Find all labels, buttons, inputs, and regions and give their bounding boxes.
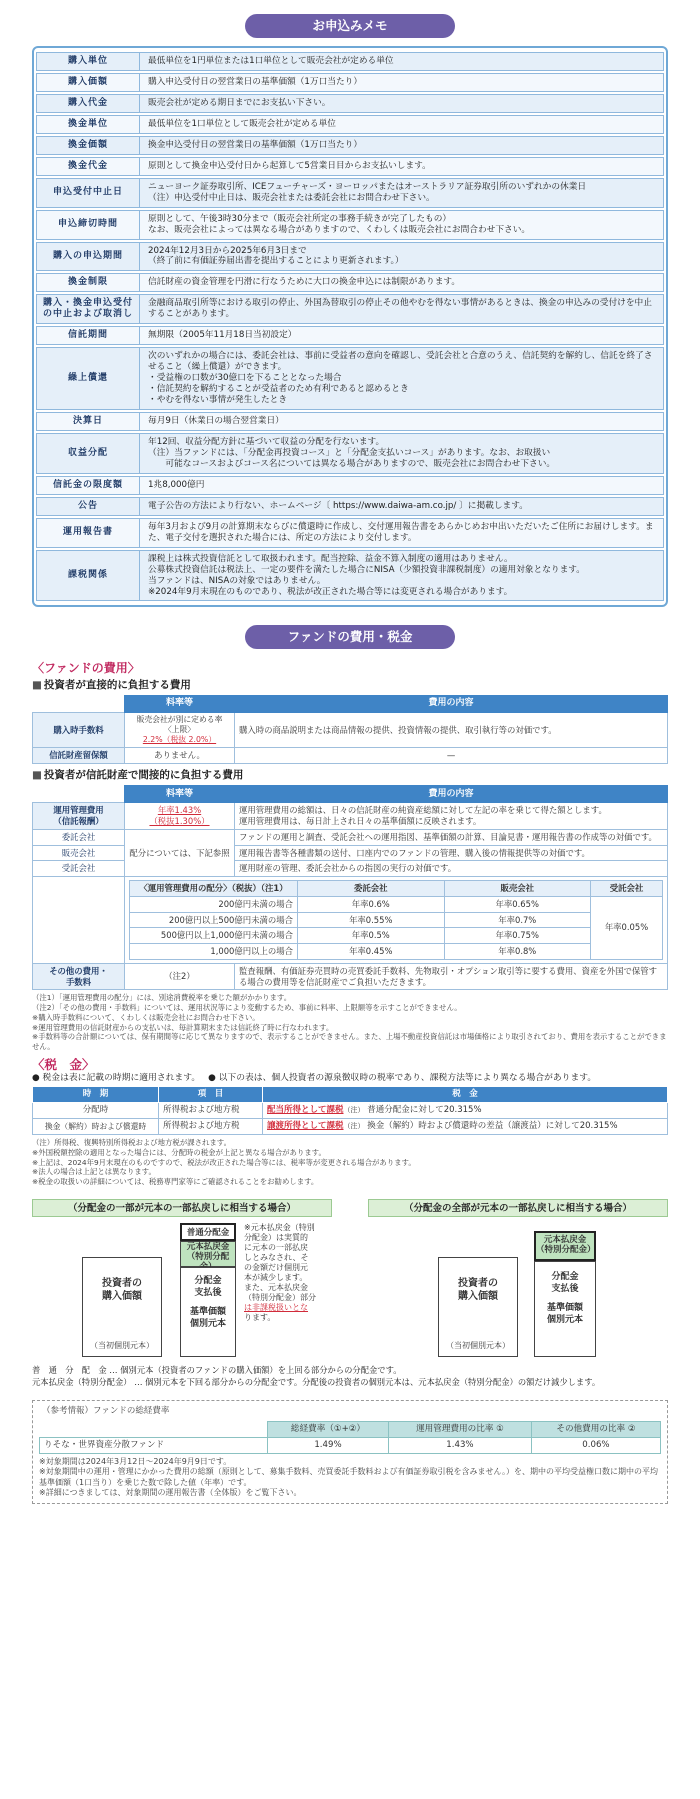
expense-ratio-table — [39, 1421, 661, 1454]
tax-when: 換金（解約）時および償還時 — [33, 1119, 159, 1135]
indirect-cost-heading: ■ 投資者が信託財産で間接的に負担する費用 — [32, 769, 668, 782]
sub-rate: 配分については、下記参照 — [125, 829, 235, 876]
memo-row — [36, 157, 664, 176]
base-price-label-2: 基準価額 — [546, 1303, 583, 1314]
after-label-2: 分配金 支払後 — [551, 1272, 579, 1294]
purchase-fee-rate: 販売会社が別に定める率 — [136, 715, 223, 725]
tax-col-tax: 税 金 — [263, 1087, 668, 1103]
memo-table — [32, 46, 668, 607]
memo-key: 購入価額 — [36, 73, 140, 92]
tax-rate: 換金（解約）時および償還時の差益（譲渡益）に対して20.315% — [367, 1121, 618, 1132]
memo-value: 購入申込受付日の翌営業日の基準価額（1万口当たり） — [140, 73, 664, 92]
diagram-partial — [32, 1199, 332, 1362]
memo-value: 最低単位を1円単位または1口単位として販売会社が定める単位 — [140, 52, 664, 71]
tax-col-item: 項 目 — [159, 1087, 263, 1103]
fee-note: （注2）「その他の費用・手数料」については、運用状況等により変動するため、事前に料率、上限額等を示すことができません。 — [32, 1003, 462, 1013]
alloc-itaku: 年率0.45% — [298, 944, 445, 960]
memo-value: 毎年3月および9月の計算期末ならびに償還時に作成し、交付運用報告書をあらかじめお申出いただいたご住所にお届けします。また、電子交付を選択された場合には、所定の方法により交付します。 — [140, 518, 664, 548]
after-distribution-box-2 — [534, 1261, 596, 1357]
ratio-mgmt: 1.43% — [389, 1437, 532, 1453]
mgmt-fee-content: 運用管理費用の総額は、日々の信託財産の純資産総額に対して左記の率を乗じて得た額とします。 運用管理費用は、毎日計上され日々の基準価額に反映されます。 — [235, 803, 668, 830]
tax-tag: 配当所得として課税 — [267, 1105, 344, 1116]
indirect-cost-table — [32, 785, 668, 990]
refund-note-line: 本が減少します。 — [244, 1273, 308, 1283]
ratio-col-blank — [40, 1421, 268, 1437]
tax-note-mark: （注） — [343, 1106, 365, 1115]
tax-rate: 普通分配金に対して20.315% — [367, 1105, 482, 1116]
memo-key: 換金価額 — [36, 136, 140, 155]
refund-note-line: は非課税扱いとな — [244, 1303, 308, 1313]
memo-value: 金融商品取引所等における取引の停止、外国為替取引の停止その他やむを得ない事情があるときは、換金の申込みの受付けを中止することがあります。 — [140, 294, 664, 324]
diagram-full-title: （分配金の全部が元本の一部払戻しに相当する場合） — [368, 1199, 668, 1217]
memo-row — [36, 326, 664, 345]
memo-key: 申込受付中止日 — [36, 178, 140, 208]
alloc-table — [129, 880, 663, 960]
refund-note-line: しとみなされ、そ — [244, 1253, 309, 1263]
original-principal-label-2: （当初個別元本） — [446, 1341, 510, 1351]
alloc-jutaku: 年率0.05% — [591, 896, 663, 959]
memo-value: 信託財産の資金管理を円滑に行なうために大口の換金申込には制限があります。 — [140, 273, 664, 292]
purchase-fee-max: 2.2%（税抜 2.0%） — [142, 735, 217, 745]
memo-row — [36, 347, 664, 410]
tax-col-when: 時 期 — [33, 1087, 159, 1103]
memo-value: 課税上は株式投資信託として取扱われます。配当控除、益金不算入制度の適用はありません。 公募株式投資信託は税法上、一定の要件を満たした場合にNISA（少額投資非課税制度）の適用対象となります。 当ファンドは、NISAの対象ではありません。 ※2024年9月末現在のものであり、税法が改正された場合等には変更される場合があります。 — [140, 550, 664, 602]
alloc-header: 〈運用管理費用の配分〉（税抜）（注1） — [130, 881, 298, 897]
memo-value: 電子公告の方法により行ない、ホームページ〔 https://www.daiwa-am.co.jp/ 〕に掲載します。 — [140, 497, 664, 516]
normal-distribution-box: 普通分配金 — [180, 1223, 236, 1241]
reserve-label: 信託財産留保額 — [33, 748, 125, 764]
memo-row — [36, 52, 664, 71]
memo-value: 2024年12月3日から2025年6月3日まで （終了前に有価証券届出書を提出することにより更新されます。） — [140, 242, 664, 272]
refund-box: 元本払戻金 （特別分配 — [180, 1241, 236, 1267]
diagram-partial-title: （分配金の一部が元本の一部払戻しに相当する場合） — [32, 1199, 332, 1217]
fund-cost-heading: 〈ファンドの費用〉 — [32, 661, 140, 676]
ratio-note: ※対象期間は2024年3月12日～2024年9月9日です。 — [39, 1456, 232, 1466]
memo-title: お申込みメモ — [245, 14, 455, 38]
memo-row — [36, 242, 664, 272]
tax-sub-2: ● 以下の表は、個人投資者の源泉徴収時の税率であり、課税方法等により異なる場合があります。 — [208, 1072, 597, 1083]
investor-price-box: 投資者の 購入価額 — [82, 1257, 162, 1357]
memo-row — [36, 273, 664, 292]
indiv-principal-label-2: 個別元本 — [546, 1314, 583, 1325]
memo-key: 公告 — [36, 497, 140, 516]
fee-note: ※運用管理費用の信託財産からの支払いは、毎計算期末または信託終了時に行なわれます。 — [32, 1022, 334, 1032]
sub-content-1: ファンドの運用と調査、受託会社への運用指図、基準価額の計算、目論見書・運用報告書の作成等の対価です。 — [235, 829, 668, 845]
memo-value: 換金申込受付日の翌営業日の基準価額（1万口当たり） — [140, 136, 664, 155]
col-content: 費用の内容 — [235, 696, 668, 713]
alloc-range: 200億円未満の場合 — [130, 896, 298, 912]
diagram-full — [368, 1199, 668, 1362]
memo-key: 換金単位 — [36, 115, 140, 134]
memo-key: 申込締切時間 — [36, 210, 140, 240]
memo-value: ニューヨーク証券取引所、ICEフューチャーズ・ヨーロッパまたはオーストラリア証券取引所のいずれかの休業日 （注）申込受付中止日は、販売会社または委託会社にお問合わせ下さい。 — [140, 178, 664, 208]
memo-value: 年12回、収益分配方針に基づいて収益の分配を行ないます。 （注）当ファンドには、「分配金再投資コース」と「分配金支払いコース」があります。なお、お取扱い 可能なコースおよびコース名については異なる場合がありますので、販売会社にお問合わせ下さい。 — [140, 433, 664, 474]
alloc-col-itaku: 委託会社 — [298, 881, 445, 897]
legend-refund: 元本払戻金（特別分配金） … 個別元本を下回る部分からの分配金です。分配後の投資者の個別元本は、元本払戻金（特別分配金）の額だけ減少します。 — [32, 1377, 601, 1388]
tax-note: ※外国税額控除の適用となった場合には、分配時の税金が上記と異なる場合があります。 — [32, 1147, 326, 1157]
memo-key: 換金代金 — [36, 157, 140, 176]
after-distribution-box — [180, 1267, 236, 1357]
memo-key: 購入の申込期間 — [36, 242, 140, 272]
memo-row — [36, 550, 664, 602]
memo-value: 原則として、午後3時30分まで（販売会社所定の事務手続きが完了したもの） なお、販売会社によっては異なる場合がありますので、くわしくは販売会社にお問合わせ下さい。 — [140, 210, 664, 240]
ratio-note: ※対象期間中の運用・管理にかかった費用の総額（原則として、募集手数料、売買委託手数料および有価証券取引税を含みません。）を、期中の平均受益権口数に期中の平均基準価額（1口当り）を乗じた数で除した値（年率）です。 — [39, 1467, 659, 1487]
fee-note: （注1）「運用管理費用の配分」には、別途消費税率を乗じた額がかかります。 — [32, 993, 292, 1003]
memo-row — [36, 136, 664, 155]
refund-note — [244, 1223, 332, 1323]
alloc-range: 1,000億円以上の場合 — [130, 944, 298, 960]
fee-notes — [32, 993, 668, 1052]
alloc-col-jutaku: 受託会社 — [591, 881, 663, 897]
tax-tag: 譲渡所得として課税 — [267, 1121, 344, 1132]
ratio-col-total: 総経費率（①+②） — [268, 1421, 389, 1437]
alloc-range: 500億円以上1,000億円未満の場合 — [130, 928, 298, 944]
memo-row — [36, 73, 664, 92]
memo-value: 最低単位を1口単位として販売会社が定める単位 — [140, 115, 664, 134]
sub-label-2: 販売会社 — [33, 845, 125, 861]
tax-note: ※法人の場合は上記とは異なります。 — [32, 1167, 156, 1177]
col-content-2: 費用の内容 — [235, 786, 668, 803]
memo-key: 購入・換金申込受付の中止および取消し — [36, 294, 140, 324]
purchase-fee-content: 購入時の商品説明または商品情報の提供、投資情報の提供、取引執行等の対価です。 — [235, 713, 668, 748]
sub-label-1: 委託会社 — [33, 829, 125, 845]
after-label: 分配金 支払後 — [194, 1276, 222, 1298]
memo-row — [36, 294, 664, 324]
col-rate: 料率等 — [125, 696, 235, 713]
memo-key: 課税関係 — [36, 550, 140, 602]
memo-value: 毎月9日（休業日の場合翌営業日） — [140, 412, 664, 431]
col-rate-2: 料率等 — [125, 786, 235, 803]
alloc-hanbai: 年率0.7% — [444, 912, 591, 928]
memo-row — [36, 412, 664, 431]
refund-note-line: の金額だけ個別元 — [244, 1263, 308, 1273]
memo-key: 信託期間 — [36, 326, 140, 345]
original-principal-label: （当初個別元本） — [90, 1341, 154, 1351]
indiv-principal-label: 個別元本 — [189, 1318, 226, 1329]
memo-value: 販売会社が定める期日までにお支払い下さい。 — [140, 94, 664, 113]
alloc-hanbai: 年率0.65% — [444, 896, 591, 912]
tax-note: ※上記は、2024年9月末現在のものですので、税法が改正された場合等には、税率等が変更される場合があります。 — [32, 1157, 416, 1167]
alloc-itaku: 年率0.5% — [298, 928, 445, 944]
expense-ratio-box — [32, 1400, 668, 1504]
memo-key: 購入単位 — [36, 52, 140, 71]
memo-key: 換金制限 — [36, 273, 140, 292]
refund-note-line: に元本の一部払戻 — [244, 1243, 308, 1253]
reserve-content: — — [235, 748, 668, 764]
alloc-hanbai: 年率0.8% — [444, 944, 591, 960]
mgmt-fee-rate-ex: （税抜1.30%） — [149, 816, 210, 827]
tax-note-mark: （注） — [343, 1122, 365, 1131]
refund-note-line: ります。 — [244, 1313, 276, 1323]
direct-cost-heading: ■ 投資者が直接的に負担する費用 — [32, 679, 668, 692]
memo-value: 次のいずれかの場合には、委託会社は、事前に受益者の意向を確認し、受託会社と合意のうえ、信託契約を解約し、信託を終了させること（繰上償還）ができます。 ・受益権の口数が30億口を下ることとなった場合 ・信託契約を解約することが受益者のため有利であると認めるとき ・やむを得ない事情が発生したとき — [140, 347, 664, 410]
fee-note: ※手数料等の合計額については、保有期間等に応じて異なりますので、表示することができません。また、上場不動産投資信託は市場価格により取引されており、費用を表示することができません。 — [32, 1032, 667, 1052]
other-fee-label: その他の費用・ 手数料 — [33, 963, 125, 990]
memo-row — [36, 178, 664, 208]
refund-note-line: ※元本払戻金（特別 — [244, 1223, 315, 1233]
tax-item: 所得税および地方税 — [159, 1119, 263, 1135]
purchase-fee-label: 購入時手数料 — [33, 713, 125, 748]
fees-title: ファンドの費用・税金 — [245, 625, 455, 649]
reserve-rate: ありません。 — [125, 748, 235, 764]
memo-key: 繰上償還 — [36, 347, 140, 410]
tax-when: 分配時 — [33, 1103, 159, 1119]
memo-key: 購入代金 — [36, 94, 140, 113]
alloc-col-hanbai: 販売会社 — [444, 881, 591, 897]
memo-key: 収益分配 — [36, 433, 140, 474]
tax-heading: 〈税 金〉 — [32, 1056, 95, 1072]
memo-row — [36, 94, 664, 113]
memo-value: 1兆8,000億円 — [140, 476, 664, 495]
ratio-col-mgmt: 運用管理費用の比率 ① — [389, 1421, 532, 1437]
other-fee-rate: （注2） — [125, 963, 235, 990]
memo-value: 無期限（2005年11月18日当初設定） — [140, 326, 664, 345]
memo-key: 運用報告書 — [36, 518, 140, 548]
mgmt-fee-rate: 年率1.43% — [157, 805, 202, 816]
alloc-itaku: 年率0.55% — [298, 912, 445, 928]
ratio-note: ※詳細につきましては、対象期間の運用報告書（全体版）をご覧下さい。 — [39, 1488, 302, 1498]
memo-row — [36, 210, 664, 240]
diagram-legend — [32, 1364, 668, 1388]
tax-note: （注）所得税、復興特別所得税および地方税が課されます。 — [32, 1138, 231, 1148]
tax-table — [32, 1086, 668, 1135]
sub-label-3: 受託会社 — [33, 861, 125, 877]
memo-key: 信託金の限度額 — [36, 476, 140, 495]
legend-normal: 普 通 分 配 金 … 個別元本（投資者のファンドの購入価額）を上回る部分からの分配金です。 — [32, 1365, 402, 1376]
base-price-label: 基準価額 — [189, 1307, 226, 1318]
alloc-hanbai: 年率0.75% — [444, 928, 591, 944]
sub-content-2: 運用報告書等各種書類の送付、口座内でのファンドの管理、購入後の情報提供等の対価です。 — [235, 845, 668, 861]
memo-row — [36, 518, 664, 548]
memo-row — [36, 115, 664, 134]
other-fee-content: 監査報酬、有価証券売買時の売買委託手数料、先物取引・オプション取引等に要する費用、資産を外国で保管する場合の費用等を信託財産でご負担いただきます。 — [235, 963, 668, 990]
memo-row — [36, 433, 664, 474]
memo-row — [36, 497, 664, 516]
memo-key: 決算日 — [36, 412, 140, 431]
ratio-other: 0.06% — [531, 1437, 660, 1453]
distribution-diagrams — [32, 1199, 668, 1362]
fee-note: ※購入時手数料について、くわしくは販売会社にお問合わせ下さい。 — [32, 1012, 260, 1022]
alloc-range: 200億円以上500億円未満の場合 — [130, 912, 298, 928]
mgmt-fee-label: 運用管理費用 （信託報酬） — [33, 803, 125, 830]
tax-item: 所得税および地方税 — [159, 1103, 263, 1119]
ratio-fund-name: りそな・世界資産分散ファンド — [40, 1437, 268, 1453]
ratio-col-other: その他費用の比率 ② — [531, 1421, 660, 1437]
ratio-total: 1.49% — [268, 1437, 389, 1453]
investor-price-box-2: 投資者の 購入価額 — [438, 1257, 518, 1357]
direct-cost-table — [32, 695, 668, 764]
refund-note-line: 分配金）は実質的 — [244, 1233, 308, 1243]
tax-sub-1: ● 税金は表に記載の時期に適用されます。 — [32, 1072, 201, 1083]
memo-value: 原則として換金申込受付日から起算して5営業日目からお支払いします。 — [140, 157, 664, 176]
refund-note-line: （特別分配金）部分 — [244, 1293, 316, 1303]
tax-note: ※税金の取扱いの詳細については、税務専門家等にご確認されることをお勧めします。 — [32, 1177, 319, 1187]
purchase-fee-cap: 〈上限〉 — [163, 725, 196, 735]
refund-box-2: 元本払戻金 （特別分配金） — [534, 1231, 596, 1261]
memo-row — [36, 476, 664, 495]
refund-note-line: また、元本払戻金 — [244, 1283, 308, 1293]
expense-ratio-caption: （参考情報）ファンドの総経費率 — [39, 1406, 172, 1417]
alloc-itaku: 年率0.6% — [298, 896, 445, 912]
tax-notes — [32, 1138, 668, 1187]
sub-content-3: 運用財産の管理、委託会社からの指図の実行の対価です。 — [235, 861, 668, 877]
